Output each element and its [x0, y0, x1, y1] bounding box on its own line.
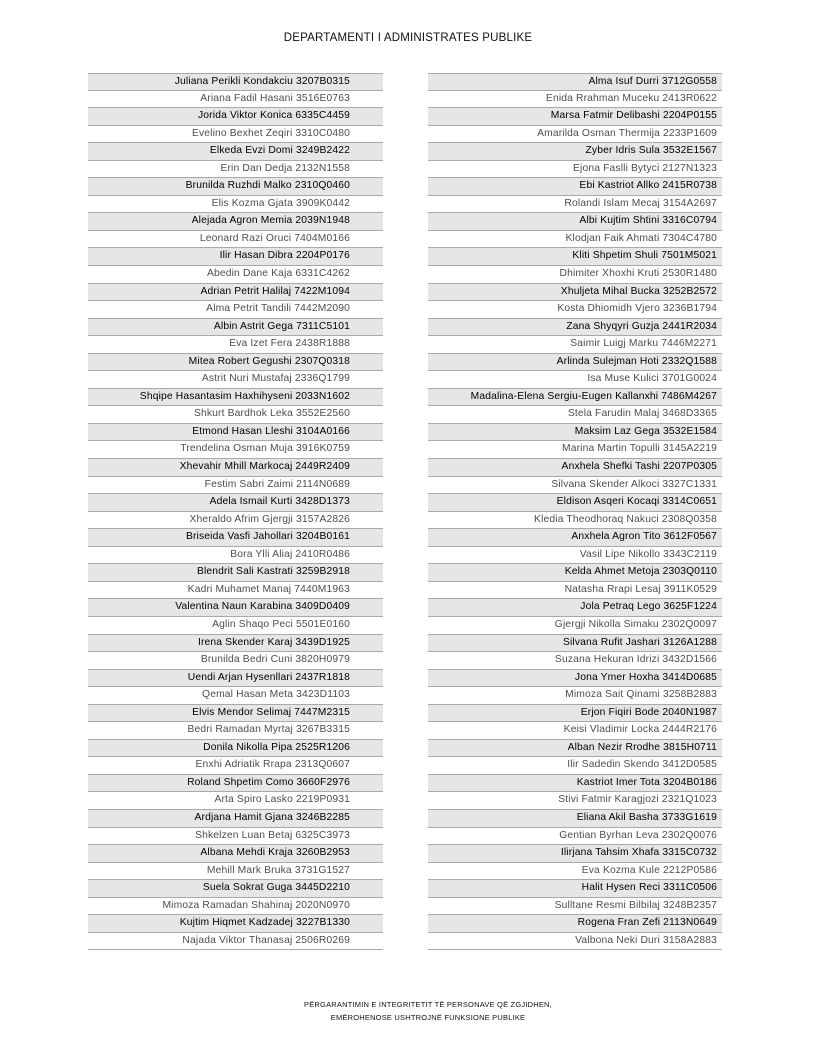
list-item: Zyber Idris Sula 3532E1567 [428, 143, 722, 161]
list-item: Alejada Agron Memia 2039N1948 [88, 213, 383, 231]
list-item: Albana Mehdi Kraja 3260B2953 [88, 845, 383, 863]
list-item: Irena Skender Karaj 3439D1925 [88, 635, 383, 653]
list-item: Albi Kujtim Shtini 3316C0794 [428, 213, 722, 231]
list-item: Jorida Viktor Konica 6335C4459 [88, 108, 383, 126]
list-item: Donila Nikolla Pipa 2525R1206 [88, 740, 383, 758]
list-item: Kadri Muhamet Manaj 7440M1963 [88, 582, 383, 600]
list-item: Eva Kozma Kule 2212P0586 [428, 863, 722, 881]
list-item: Jona Ymer Hoxha 3414D0685 [428, 670, 722, 688]
list-item: Adrian Petrit Halilaj 7422M1094 [88, 284, 383, 302]
list-item: Xhevahir Mhill Markocaj 2449R2409 [88, 459, 383, 477]
list-item: Qemal Hasan Meta 3423D1103 [88, 687, 383, 705]
list-item: Ariana Fadil Hasani 3516E0763 [88, 91, 383, 109]
list-item: Valbona Neki Duri 3158A2883 [428, 933, 722, 951]
footer-line-2: EMËROHENOSE USHTROJNË FUNKSIONE PUBLIKE [330, 1013, 526, 1022]
list-item: Erin Dan Dedja 2132N1558 [88, 161, 383, 179]
list-item: Mehill Mark Bruka 3731G1527 [88, 863, 383, 881]
list-item: Kastriot Imer Tota 3204B0186 [428, 775, 722, 793]
list-item: Roland Shpetim Como 3660F2976 [88, 775, 383, 793]
list-item: Silvana Skender Alkoci 3327C1331 [428, 477, 722, 495]
list-item: Kujtim Hiqmet Kadzadej 3227B1330 [88, 915, 383, 933]
list-item: Briseida Vasfi Jahollari 3204B0161 [88, 529, 383, 547]
list-item: Adela Ismail Kurti 3428D1373 [88, 494, 383, 512]
list-item: Gjergji Nikolla Simaku 2302Q0097 [428, 617, 722, 635]
page-title: DEPARTAMENTI I ADMINISTRATES PUBLIKE [283, 32, 533, 44]
list-item: Elvis Mendor Selimaj 7447M2315 [88, 705, 383, 723]
list-item: Leonard Razi Oruci 7404M0166 [88, 231, 383, 249]
list-item: Enida Rrahman Muceku 2413R0622 [428, 91, 722, 109]
list-item: Najada Viktor Thanasaj 2506R0269 [88, 933, 383, 951]
list-item: Halit Hysen Reci 3311C0506 [428, 880, 722, 898]
footer-line-1: PËRGARANTIMIN E INTEGRITETIT TË PERSONAVE QË ZGJIDHEN, [304, 1000, 552, 1009]
list-item: Mitea Robert Gegushi 2307Q0318 [88, 354, 383, 372]
list-item: Vasil Lipe Nikollo 3343C2119 [428, 547, 722, 565]
list-item: Xheraldo Afrim Gjergji 3157A2826 [88, 512, 383, 530]
list-item: Saimir Luigj Marku 7446M2271 [428, 336, 722, 354]
list-item: Shkelzen Luan Betaj 6325C3973 [88, 828, 383, 846]
right-name-list [428, 73, 722, 950]
list-item: Ardjana Hamit Gjana 3246B2285 [88, 810, 383, 828]
list-item: Rogena Fran Zefi 2113N0649 [428, 915, 722, 933]
list-item: Anxhela Agron Tito 3612F0567 [428, 529, 722, 547]
list-item: Elis Kozma Gjata 3909K0442 [88, 196, 383, 214]
list-item: Brunilda Ruzhdi Malko 2310Q0460 [88, 178, 383, 196]
list-item: Madalina-Elena Sergiu-Eugen Kallanxhi 7486M4267 [428, 389, 722, 407]
list-item: Kosta Dhiomidh Vjero 3236B1794 [428, 301, 722, 319]
list-item: Albin Astrit Gega 7311C5101 [88, 319, 383, 337]
list-item: Shkurt Bardhok Leka 3552E2560 [88, 406, 383, 424]
list-item: Eliana Akil Basha 3733G1619 [428, 810, 722, 828]
list-item: Natasha Rrapi Lesaj 3911K0529 [428, 582, 722, 600]
list-item: Jola Petraq Lego 3625F1224 [428, 599, 722, 617]
list-item: Suela Sokrat Guga 3445D2210 [88, 880, 383, 898]
list-item: Isa Muse Kulici 3701G0024 [428, 371, 722, 389]
list-item: Amarilda Osman Thermija 2233P1609 [428, 126, 722, 144]
list-item: Stela Farudin Malaj 3468D3365 [428, 406, 722, 424]
list-item: Kelda Ahmet Metoja 2303Q0110 [428, 564, 722, 582]
list-item: Silvana Rufit Jashari 3126A1288 [428, 635, 722, 653]
list-item: Ilir Sadedin Skendo 3412D0585 [428, 757, 722, 775]
list-item: Uendi Arjan Hysenllari 2437R1818 [88, 670, 383, 688]
list-item: Elkeda Evzi Domi 3249B2422 [88, 143, 383, 161]
list-item: Erjon Fiqiri Bode 2040N1987 [428, 705, 722, 723]
list-item: Marina Martin Topulli 3145A2219 [428, 441, 722, 459]
list-item: Mimoza Ramadan Shahinaj 2020N0970 [88, 898, 383, 916]
list-item: Rolandi Islam Mecaj 3154A2697 [428, 196, 722, 214]
list-item: Xhuljeta Mihal Bucka 3252B2572 [428, 284, 722, 302]
list-item: Alban Nezir Rrodhe 3815H0711 [428, 740, 722, 758]
list-item: Ejona Faslli Bytyci 2127N1323 [428, 161, 722, 179]
list-item: Zana Shyqyri Guzja 2441R2034 [428, 319, 722, 337]
list-item: Sulltane Resmi Bilbilaj 3248B2357 [428, 898, 722, 916]
list-item: Enxhi Adriatik Rrapa 2313Q0607 [88, 757, 383, 775]
list-item: Alma Petrit Tandili 7442M2090 [88, 301, 383, 319]
footer [0, 998, 816, 1024]
left-name-list [88, 73, 383, 950]
list-item: Marsa Fatmir Delibashi 2204P0155 [428, 108, 722, 126]
list-item: Aglin Shaqo Peci 5501E0160 [88, 617, 383, 635]
list-item: Mimoza Sait Qinami 3258B2883 [428, 687, 722, 705]
list-item: Brunilda Bedri Cuni 3820H0979 [88, 652, 383, 670]
list-item: Suzana Hekuran Idrizi 3432D1566 [428, 652, 722, 670]
list-item: Ilirjana Tahsim Xhafa 3315C0732 [428, 845, 722, 863]
list-item: Valentina Naun Karabina 3409D0409 [88, 599, 383, 617]
list-item: Arlinda Sulejman Hoti 2332Q1588 [428, 354, 722, 372]
list-item: Anxhela Shefki Tashi 2207P0305 [428, 459, 722, 477]
list-item: Stivi Fatmir Karagjozi 2321Q1023 [428, 792, 722, 810]
list-item: Trendelina Osman Muja 3916K0759 [88, 441, 383, 459]
list-item: Festim Sabri Zaimi 2114N0689 [88, 477, 383, 495]
list-item: Shqipe Hasantasim Haxhihyseni 2033N1602 [88, 389, 383, 407]
list-item: Ilir Hasan Dibra 2204P0176 [88, 248, 383, 266]
list-item: Astrit Nuri Mustafaj 2336Q1799 [88, 371, 383, 389]
list-item: Blendrit Sali Kastrati 3259B2918 [88, 564, 383, 582]
list-item: Dhimiter Xhoxhi Kruti 2530R1480 [428, 266, 722, 284]
list-item: Ebi Kastriot Allko 2415R0738 [428, 178, 722, 196]
list-item: Alma Isuf Durri 3712G0558 [428, 73, 722, 91]
list-item: Klodjan Faik Ahmati 7304C4780 [428, 231, 722, 249]
list-item: Maksim Laz Gega 3532E1584 [428, 424, 722, 442]
list-item: Arta Spiro Lasko 2219P0931 [88, 792, 383, 810]
list-item: Kliti Shpetim Shuli 7501M5021 [428, 248, 722, 266]
list-item: Keisi Vladimir Locka 2444R2176 [428, 722, 722, 740]
list-item: Etmond Hasan Lleshi 3104A0166 [88, 424, 383, 442]
list-item: Gentian Byrhan Leva 2302Q0076 [428, 828, 722, 846]
list-item: Evelino Bexhet Zeqiri 3310C0480 [88, 126, 383, 144]
list-item: Eldison Asqeri Kocaqi 3314C0651 [428, 494, 722, 512]
list-item: Eva Izet Fera 2438R1888 [88, 336, 383, 354]
list-item: Kledia Theodhoraq Nakuci 2308Q0358 [428, 512, 722, 530]
list-item: Abedin Dane Kaja 6331C4262 [88, 266, 383, 284]
list-item: Juliana Perikli Kondakciu 3207B0315 [88, 73, 383, 91]
list-item: Bedri Ramadan Myrtaj 3267B3315 [88, 722, 383, 740]
list-item: Bora Ylli Aliaj 2410R0486 [88, 547, 383, 565]
